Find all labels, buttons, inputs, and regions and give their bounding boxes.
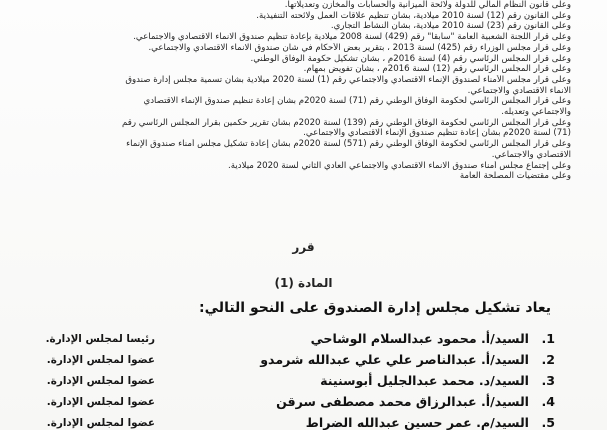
member-name: السيد/أ. محمود عبدالسلام الوشاحي bbox=[310, 331, 529, 346]
preamble-clauses bbox=[31, 0, 571, 182]
decided-heading: قرر bbox=[292, 240, 315, 254]
preamble-line: وعلى إجتماع مجلس أمناء صندوق الانماء الاقتصادي والاجتماعي العادي الثاني لسنة 2020 ميلادية. bbox=[228, 160, 571, 171]
board-member-row bbox=[45, 414, 555, 430]
preamble-line: وعلى قانون النظام المالي للدولة ولائحة الميزانية والحسابات والمخازن وتعديلاتها. bbox=[284, 0, 571, 10]
member-role: عضوا لمجلس الإدارة. bbox=[46, 417, 155, 429]
member-name: السيد/أ. عبدالرزاق محمد مصطفى سرقن bbox=[276, 394, 529, 409]
board-member-row bbox=[45, 330, 555, 351]
member-role: عضوا لمجلس الإدارة. bbox=[46, 375, 155, 387]
member-number: 2. bbox=[541, 352, 555, 367]
member-role: رئيسا لمجلس الإدارة. bbox=[45, 333, 155, 345]
member-number: 1. bbox=[541, 331, 555, 346]
member-number: 3. bbox=[541, 373, 555, 388]
preamble-line: وعلى القانون رقم (12) لسنة 2010 ميلادية، بشأن تنظيم علاقات العمل ولائحته التنفيذية. bbox=[256, 10, 571, 21]
preamble-line: وعلى قرار المجلس الرئاسي رقم (12) لسنة 2016م ، بشأن تفويض بمهام. bbox=[303, 64, 571, 75]
preamble-line: وعلى القانون رقم (23) لسنة 2010 ميلادية، بشأن النشاط التجاري. bbox=[330, 21, 571, 32]
preamble-line: وعلى مقتضيات المصلحة العامة bbox=[459, 171, 571, 182]
preamble-line: والاجتماعي وتعديله. bbox=[501, 107, 571, 118]
preamble-line: وعلى قرار اللجنة الشعبية العامة "سابقاً" رقم (429) لسنة 2008 ميلادية بإعادة تنظيم صندوق الانماء الاقتصادي والاجتماعي. bbox=[133, 32, 571, 43]
member-role: عضوا لمجلس الإدارة. bbox=[46, 354, 155, 366]
member-number: 4. bbox=[541, 394, 555, 409]
preamble-line: (71) لسنة 2020م بشأن إعادة تنظيم صندوق الإنماء الاقتصادي والاجتماعي. bbox=[303, 128, 571, 139]
board-members-list bbox=[45, 330, 555, 430]
preamble-line: وعلى قرار المجلس الرئاسي لحكومة الوفاق الوطني رقم (139) لسنة 2020م بشأن تقرير حكمين بقرار المجلس الرئاسي رقم bbox=[122, 117, 571, 128]
preamble-line: الانماء الاقتصادي والاجتماعي. bbox=[467, 85, 571, 96]
preamble-line: وعلى قرار مجلس الوزراء رقم (425) لسنة 2013 ، بتقرير بعض الأحكام في شأن صندوق الانماء الاقتصادي والاجتماعي. bbox=[148, 42, 571, 53]
preamble-line: وعلى قرار المجلس الرئاسي رقم (4) لسنة 2016م ، بشأن تشكيل حكومة الوفاق الوطني. bbox=[250, 53, 571, 64]
member-number: 5. bbox=[541, 415, 555, 430]
member-name: السيد/م. عمر حسين عبدالله الضراط bbox=[305, 415, 529, 430]
member-name: السيد/د. محمد عبدالجليل أبوسنينة bbox=[320, 373, 529, 388]
board-statement: يعاد تشكيل مجلس إدارة الصندوق على النحو التالي: bbox=[199, 300, 551, 316]
preamble-line: وعلى قرار مجلس الأمناء لصندوق الإنماء الاقتصادي والاجتماعي رقم (1) لسنة 2020 ميلادية بشأن تسمية مجلس إدارة صندوق bbox=[125, 74, 571, 85]
board-member-row bbox=[45, 372, 555, 393]
preamble-line: وعلى قرار المجلس الرئاسي لحكومة الوفاق الوطني رقم (571) لسنة 2020م بشأن إعادة تشكيل مجلس أمناء صندوق الإنماء bbox=[126, 139, 571, 150]
board-member-row bbox=[45, 351, 555, 372]
preamble-line: وعلى قرار المجلس الرئاسي لحكومة الوفاق الوطني رقم (71) لسنة 2020م بشأن إعادة تنظيم صندوق الإنماء الاقتصادي bbox=[143, 96, 571, 107]
board-member-row bbox=[45, 393, 555, 414]
preamble-line: الاقتصادي والاجتماعي. bbox=[491, 149, 571, 160]
member-role: عضوا لمجلس الإدارة. bbox=[46, 396, 155, 408]
member-name: السيد/أ. عبدالناصر علي علي عبدالله شرمدو bbox=[260, 352, 529, 367]
article-heading: المادة (1) bbox=[274, 276, 333, 290]
